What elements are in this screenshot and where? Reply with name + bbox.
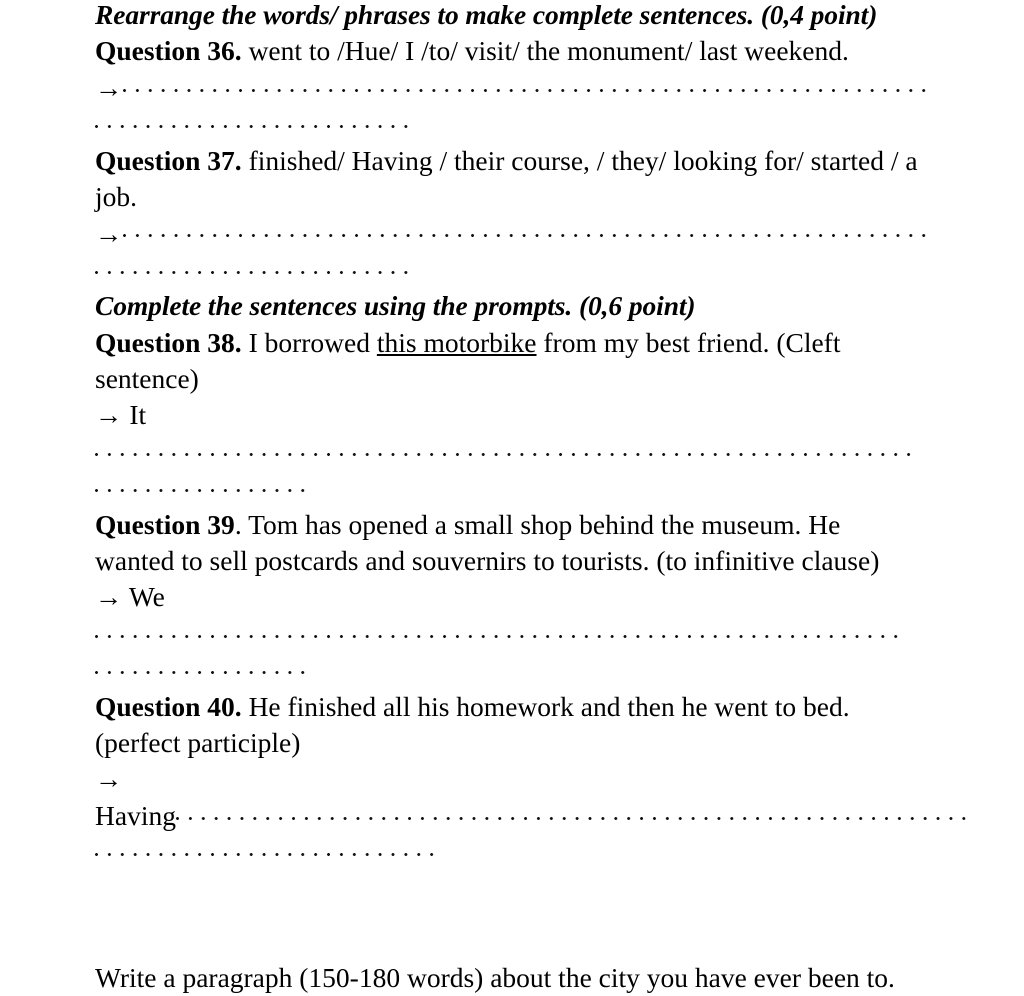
question-38 <box>95 325 925 398</box>
question-40-text: He finished all his homework and then he went to bed. (perfect participle) <box>95 690 850 758</box>
question-36-answer-line-2[interactable] <box>95 106 925 142</box>
question-39-answer-line-1[interactable] <box>95 616 925 652</box>
question-38-underlined-phrase: this motorbike <box>376 326 537 358</box>
question-38-text-before: I borrowed <box>241 326 377 358</box>
question-37-answer-line-2[interactable] <box>95 252 925 288</box>
question-37-answer-line-1[interactable] <box>95 215 925 251</box>
question-38-answer-prefix: → It <box>95 399 147 431</box>
question-38-answer-line-2[interactable] <box>95 470 925 506</box>
answer-dot-line[interactable] <box>95 652 313 680</box>
question-40-answer-line-2[interactable] <box>95 834 925 870</box>
question-39-text: . Tom has opened a small shop behind the museum. He wanted to sell postcards and souvernirs to tourists. (to infinitive clause) <box>95 508 880 576</box>
question-40 <box>95 689 925 762</box>
question-37-text: finished/ Having / their course, / they/ looking for/ started / a job. <box>95 144 918 212</box>
answer-dot-line[interactable] <box>95 434 913 462</box>
question-39-answer-prefix: → We <box>95 581 165 613</box>
question-40-answer-start-word: Having <box>95 800 176 832</box>
question-37-label: Question 37. <box>95 144 242 176</box>
question-40-label: Question 40. <box>95 690 242 722</box>
question-36-label: Question 36. <box>95 35 242 67</box>
arrow-icon: → <box>95 72 123 104</box>
question-38-text-after: from my best friend. (Cleft sentence) <box>95 326 841 394</box>
answer-dot-line[interactable] <box>95 252 413 280</box>
section-heading-rearrange: Rearrange the words/ phrases to make complete sentences. (0,4 point) <box>95 0 878 30</box>
answer-dot-line[interactable] <box>176 798 966 826</box>
question-36-text: went to /Hue/ I /to/ visit/ the monument/ last weekend. <box>241 35 849 67</box>
answer-dot-line[interactable] <box>95 470 310 498</box>
worksheet-content <box>95 0 925 871</box>
section-heading-complete: Complete the sentences using the prompts. (0,6 point) <box>95 290 696 322</box>
question-38-answer-line-1[interactable] <box>95 434 925 470</box>
question-36-answer-line-1[interactable] <box>95 70 925 106</box>
question-37 <box>95 143 925 216</box>
answer-dot-line[interactable] <box>95 616 907 644</box>
question-39-answer-line-2[interactable] <box>95 652 925 688</box>
question-40-answer-line-1[interactable] <box>95 798 925 834</box>
question-39-label: Question 39 <box>95 508 235 540</box>
cutoff-next-task-line <box>95 962 955 993</box>
question-39 <box>95 507 925 580</box>
answer-dot-line[interactable] <box>95 106 413 134</box>
arrow-icon: → <box>95 217 123 249</box>
question-38-label: Question 38. <box>95 326 242 358</box>
answer-dot-line[interactable] <box>123 215 926 243</box>
question-40-answer-prefix: → <box>95 763 123 795</box>
cutoff-next-task-text: Write a paragraph (150-180 words) about the city you have ever been to. <box>95 962 895 993</box>
question-36 <box>95 33 925 69</box>
answer-dot-line[interactable] <box>95 834 440 862</box>
answer-dot-line[interactable] <box>123 70 926 98</box>
